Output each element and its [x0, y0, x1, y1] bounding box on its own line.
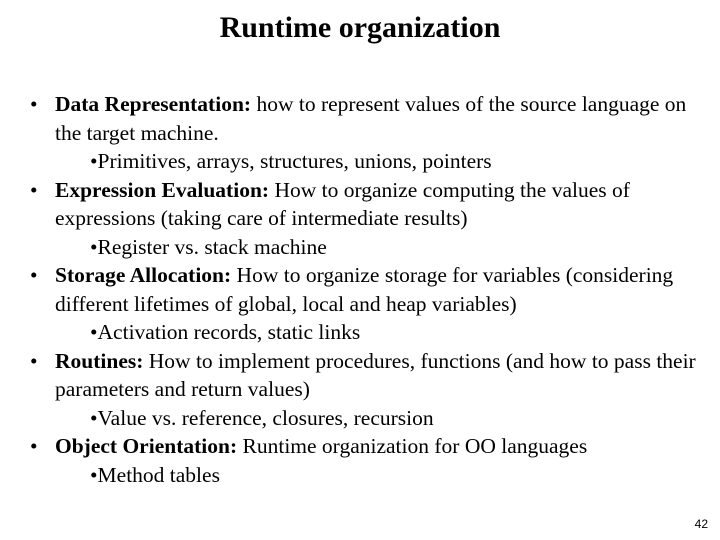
slide-title: Runtime organization — [219, 11, 501, 44]
bullet-dot-icon: • — [30, 263, 38, 287]
bullet-text: How to organize storage for variables (considering different lifetimes of global, local and heap variables) — [55, 263, 674, 316]
page-number: 42 — [694, 517, 708, 531]
sub-bullet-text: Activation records, static links — [97, 320, 361, 344]
bullet-text: How to organize computing the values of expressions (taking care of intermediate results) — [55, 177, 630, 230]
bullet-item — [30, 347, 710, 433]
bullet-heading: Data Representation: — [55, 92, 252, 116]
bullet-dot-icon: • — [30, 434, 38, 458]
bullet-text: Runtime organization for OO languages — [237, 434, 588, 458]
bullet-item — [30, 90, 710, 176]
bullet-heading: Routines: — [55, 348, 144, 373]
sub-bullet — [55, 147, 710, 176]
sub-bullet-dot-icon: • — [90, 462, 98, 487]
bullet-dot-icon: • — [30, 177, 38, 202]
sub-bullet-dot-icon: • — [90, 405, 98, 430]
sub-bullet — [55, 461, 710, 490]
bullet-heading: Object Orientation: — [55, 434, 238, 458]
sub-bullet-text: Method tables — [97, 462, 220, 487]
bullet-item — [30, 432, 710, 489]
sub-bullet — [55, 404, 710, 433]
sub-bullet-dot-icon: • — [90, 320, 98, 344]
bullet-dot-icon: • — [30, 348, 38, 373]
bullet-list — [30, 90, 710, 489]
sub-bullet-text: Register vs. stack machine — [97, 234, 327, 259]
bullet-dot-icon: • — [30, 92, 38, 116]
bullet-heading: Expression Evaluation: — [55, 177, 270, 202]
sub-bullet — [55, 233, 710, 262]
bullet-text: How to implement procedures, functions (and how to pass their parameters and return values) — [55, 348, 696, 401]
bullet-text: how to represent values of the source language on the target machine. — [55, 92, 687, 145]
sub-bullet-text: Value vs. reference, closures, recursion — [97, 405, 434, 430]
sub-bullet-text: Primitives, arrays, structures, unions, pointers — [97, 149, 492, 173]
sub-bullet-dot-icon: • — [90, 234, 98, 259]
bullet-heading: Storage Allocation: — [55, 263, 232, 287]
sub-bullet — [55, 318, 710, 347]
sub-bullet-dot-icon: • — [90, 149, 98, 173]
bullet-item — [30, 261, 710, 347]
bullet-item — [30, 176, 710, 262]
